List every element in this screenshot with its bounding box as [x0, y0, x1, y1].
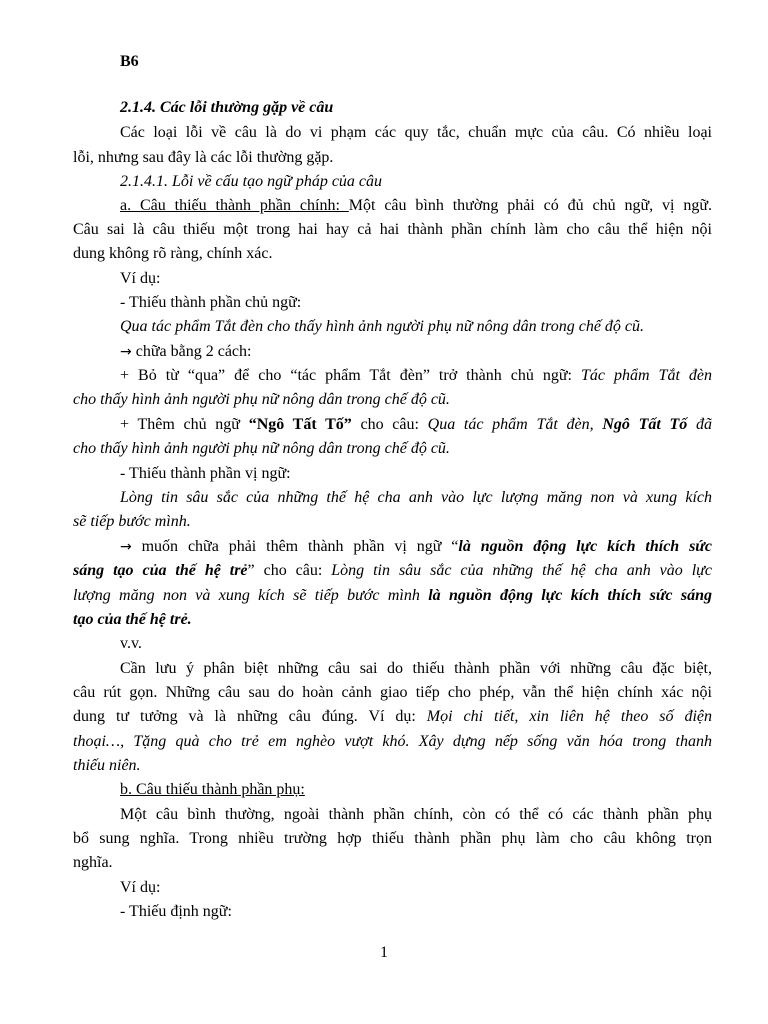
fix2-lead: + Thêm chủ ngữ	[120, 416, 249, 433]
part-a-line-1-text: Một câu bình thường phải có đủ chủ ngữ, vị ngữ.	[348, 197, 712, 214]
note-line-3-italic: Mọi chi tiết, xin liên hệ theo số điện	[426, 708, 713, 725]
part-b-line-1: Một câu bình thường, ngoài thành phần chính, còn có thể có các thành phần phụ	[120, 806, 712, 823]
note-line-3	[73, 707, 712, 727]
fix3-italic-1: Lòng tin sâu sắc của những thế hệ cha anh vào lực	[331, 562, 712, 579]
part-b-heading: b. Câu thiếu thành phần phụ:	[120, 781, 305, 798]
part-b-line-2: bổ sung nghĩa. Trong nhiều trường hợp thiếu thành phần phụ làm cho câu không trọn	[73, 830, 712, 847]
fix2-bold: “Ngô Tất Tố”	[248, 416, 352, 433]
note-line-2: câu rút gọn. Những câu sau do hoàn cảnh giao tiếp cho phép, vẫn thể hiện chính xác nội	[73, 684, 712, 701]
fix3-bold-2: sáng tạo của thế hệ trẻ	[73, 562, 248, 579]
fix1-italic: Tác phẩm Tắt đèn	[580, 367, 712, 384]
example-label: Ví dụ:	[120, 270, 161, 287]
fix-two-ways-line	[120, 342, 251, 362]
fix1-lead: + Bỏ từ “qua” để cho “tác phẩm Tắt đèn” trở thành chủ ngữ:	[120, 367, 581, 384]
example-sentence-2-line-1: Lòng tin sâu sắc của những thế hệ cha anh vào lực lượng măng non và xung kích	[120, 489, 712, 506]
note-line-4: thoại…, Tặng quà cho trẻ em nghèo vượt khó. Xây dựng nếp sống văn hóa trong thanh	[73, 733, 712, 750]
fix3-bold-1: là nguồn động lực kích thích sức	[458, 538, 712, 555]
fix2-bold-italic: Ngô Tất Tố	[602, 416, 688, 433]
part-a-line-1	[120, 196, 712, 216]
part-a-line-2: Câu sai là câu thiếu một trong hai hay cả hai thành phần chính làm cho câu thể hiện nội	[73, 221, 712, 238]
fix3-line-3	[73, 586, 712, 606]
note-line-5: thiếu niên.	[73, 757, 141, 774]
document-code: B6	[120, 53, 139, 70]
fix1-line-1	[120, 366, 712, 386]
fix3-lead: muốn chữa phải thêm thành phần vị ngữ “	[131, 538, 459, 555]
intro-line-1: Các loại lỗi về câu là do vi phạm các quy tắc, chuẩn mực của câu. Có nhiều loại	[120, 124, 712, 141]
example-sentence-1: Qua tác phẩm Tắt đèn cho thấy hình ảnh người phụ nữ nông dân trong chế độ cũ.	[120, 318, 645, 335]
fix3-mid: ” cho câu:	[247, 562, 332, 579]
fix3-italic-2: lượng măng non và xung kích sẽ tiếp bước mình	[73, 587, 429, 604]
missing-attribute-label: - Thiếu định ngữ:	[120, 903, 232, 920]
fix3-line-1	[120, 537, 712, 557]
arrow-right-icon: →	[120, 539, 132, 555]
fix1-line-2: cho thấy hình ảnh người phụ nữ nông dân trong chế độ cũ.	[73, 391, 450, 408]
fix2-mid: cho câu:	[351, 416, 428, 433]
part-a-line-3: dung không rõ ràng, chính xác.	[73, 245, 273, 262]
note-line-1: Cần lưu ý phân biệt những câu sai do thiếu thành phần với những câu đặc biệt,	[120, 660, 712, 677]
part-b-example-label: Ví dụ:	[120, 879, 161, 896]
part-b-line-3: nghĩa.	[73, 854, 113, 871]
section-heading: 2.1.4. Các lỗi thường gặp về câu	[120, 99, 334, 116]
missing-predicate-label: - Thiếu thành phần vị ngữ:	[120, 465, 291, 482]
fix3-line-4: tạo của thế hệ trẻ.	[73, 611, 192, 628]
fix3-line-2	[73, 561, 712, 581]
fix-two-ways-text: chữa bằng 2 cách:	[131, 343, 252, 360]
etc-text: v.v.	[120, 635, 142, 652]
fix2-italic-1: Qua tác phẩm Tắt đèn,	[427, 416, 603, 433]
part-a-heading: a. Câu thiếu thành phần chính:	[120, 197, 349, 214]
note-line-3-lead: dung tư tưởng và là những câu đúng. Ví dụ:	[73, 708, 427, 725]
subsection-heading: 2.1.4.1. Lỗi về cấu tạo ngữ pháp của câu	[120, 173, 383, 190]
intro-line-2: lỗi, nhưng sau đây là các lỗi thường gặp.	[73, 149, 334, 166]
fix2-line-1	[120, 415, 712, 435]
page-number: 1	[380, 944, 388, 961]
arrow-right-icon: →	[120, 344, 132, 360]
example-sentence-2-line-2: sẽ tiếp bước mình.	[73, 513, 191, 530]
fix2-line-2: cho thấy hình ảnh người phụ nữ nông dân trong chế độ cũ.	[73, 440, 450, 457]
fix3-bold-3: là nguồn động lực kích thích sức sáng	[428, 587, 712, 604]
fix2-italic-2: đã	[687, 416, 713, 433]
missing-subject-label: - Thiếu thành phần chủ ngữ:	[120, 294, 302, 311]
